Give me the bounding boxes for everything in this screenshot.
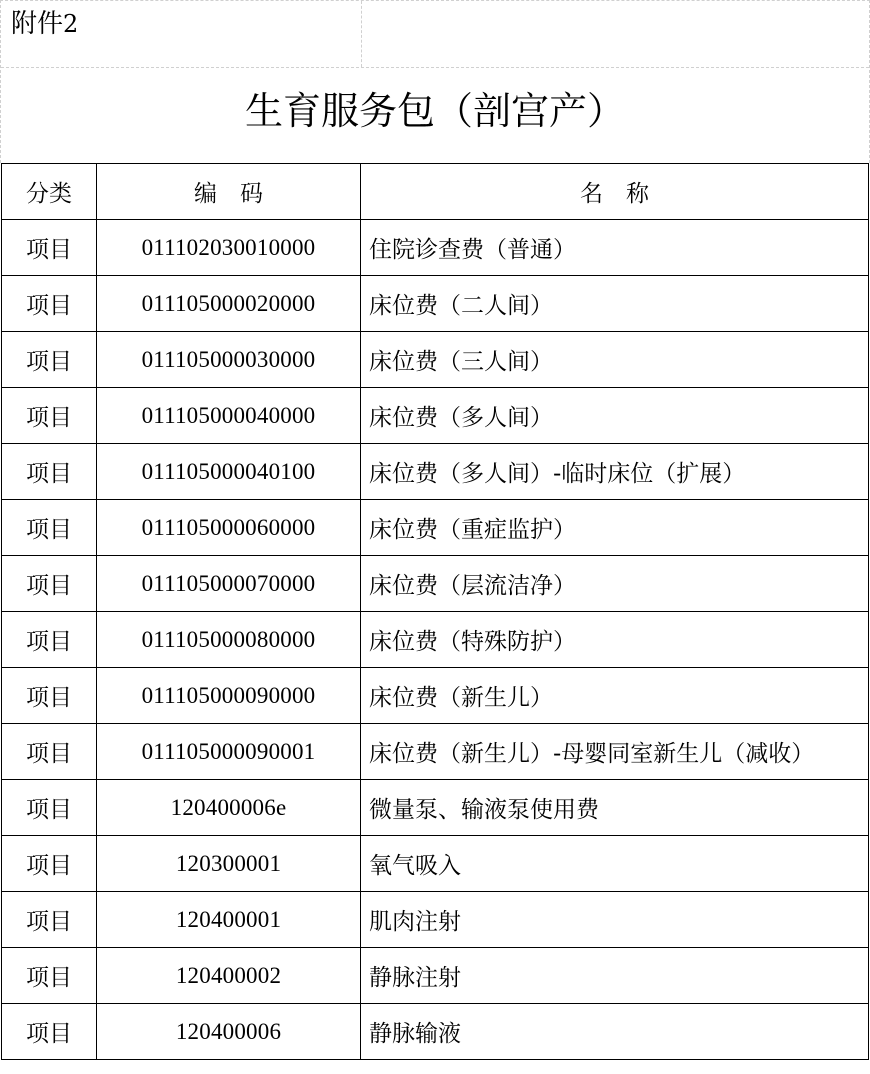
cell-code: 120300001 <box>97 836 361 892</box>
table-row <box>2 836 869 892</box>
table-row <box>2 1004 869 1060</box>
header-area <box>0 0 870 163</box>
service-items-table <box>1 163 869 1060</box>
cell-name: 床位费（多人间）-临时床位（扩展） <box>361 444 869 500</box>
table-row <box>2 276 869 332</box>
attachment-label <box>11 7 78 41</box>
cell-name: 肌肉注射 <box>361 892 869 948</box>
cell-category: 项目 <box>2 220 97 276</box>
table-row <box>2 500 869 556</box>
cell-category: 项目 <box>2 444 97 500</box>
table-row <box>2 388 869 444</box>
table-row <box>2 220 869 276</box>
cell-name: 氧气吸入 <box>361 836 869 892</box>
page-title: 生育服务包（剖宫产） <box>244 89 625 133</box>
cell-code: 120400006 <box>97 1004 361 1060</box>
cell-code: 120400001 <box>97 892 361 948</box>
cell-category: 项目 <box>2 836 97 892</box>
table-row <box>2 332 869 388</box>
cell-category: 项目 <box>2 556 97 612</box>
column-header-name: 名 称 <box>361 164 869 220</box>
cell-category: 项目 <box>2 332 97 388</box>
table-row <box>2 444 869 500</box>
cell-category: 项目 <box>2 780 97 836</box>
cell-category: 项目 <box>2 668 97 724</box>
cell-code: 120400006e <box>97 780 361 836</box>
cell-name: 静脉输液 <box>361 1004 869 1060</box>
grid-line-horizontal <box>1 67 869 68</box>
cell-code: 011102030010000 <box>97 220 361 276</box>
cell-category: 项目 <box>2 892 97 948</box>
cell-code: 011105000020000 <box>97 276 361 332</box>
cell-code: 011105000040000 <box>97 388 361 444</box>
cell-name: 床位费（重症监护） <box>361 500 869 556</box>
cell-name: 微量泵、输液泵使用费 <box>361 780 869 836</box>
cell-name: 床位费（特殊防护） <box>361 612 869 668</box>
table-body <box>2 220 869 1060</box>
cell-name: 床位费（多人间） <box>361 388 869 444</box>
table-row <box>2 780 869 836</box>
cell-code: 011105000090001 <box>97 724 361 780</box>
cell-code: 011105000080000 <box>97 612 361 668</box>
cell-name: 床位费（新生儿）-母婴同室新生儿（减收） <box>361 724 869 780</box>
cell-code: 011105000070000 <box>97 556 361 612</box>
attachment-text: 附件 <box>11 9 64 39</box>
cell-name: 床位费（二人间） <box>361 276 869 332</box>
cell-category: 项目 <box>2 276 97 332</box>
table-row <box>2 724 869 780</box>
table-row <box>2 612 869 668</box>
column-header-category: 分类 <box>2 164 97 220</box>
cell-code: 011105000040100 <box>97 444 361 500</box>
cell-name: 住院诊查费（普通） <box>361 220 869 276</box>
cell-code: 120400002 <box>97 948 361 1004</box>
table-row <box>2 668 869 724</box>
cell-name: 床位费（新生儿） <box>361 668 869 724</box>
table-row <box>2 556 869 612</box>
grid-line-vertical <box>361 1 362 67</box>
column-header-code: 编 码 <box>97 164 361 220</box>
cell-category: 项目 <box>2 724 97 780</box>
table-row <box>2 892 869 948</box>
cell-name: 床位费（三人间） <box>361 332 869 388</box>
cell-category: 项目 <box>2 612 97 668</box>
table-row <box>2 948 869 1004</box>
cell-category: 项目 <box>2 1004 97 1060</box>
cell-category: 项目 <box>2 948 97 1004</box>
cell-name: 床位费（层流洁净） <box>361 556 869 612</box>
cell-name: 静脉注射 <box>361 948 869 1004</box>
cell-category: 项目 <box>2 388 97 444</box>
cell-code: 011105000030000 <box>97 332 361 388</box>
cell-code: 011105000060000 <box>97 500 361 556</box>
attachment-number: 2 <box>63 10 79 38</box>
cell-category: 项目 <box>2 500 97 556</box>
cell-code: 011105000090000 <box>97 668 361 724</box>
table-header-row <box>2 164 869 220</box>
